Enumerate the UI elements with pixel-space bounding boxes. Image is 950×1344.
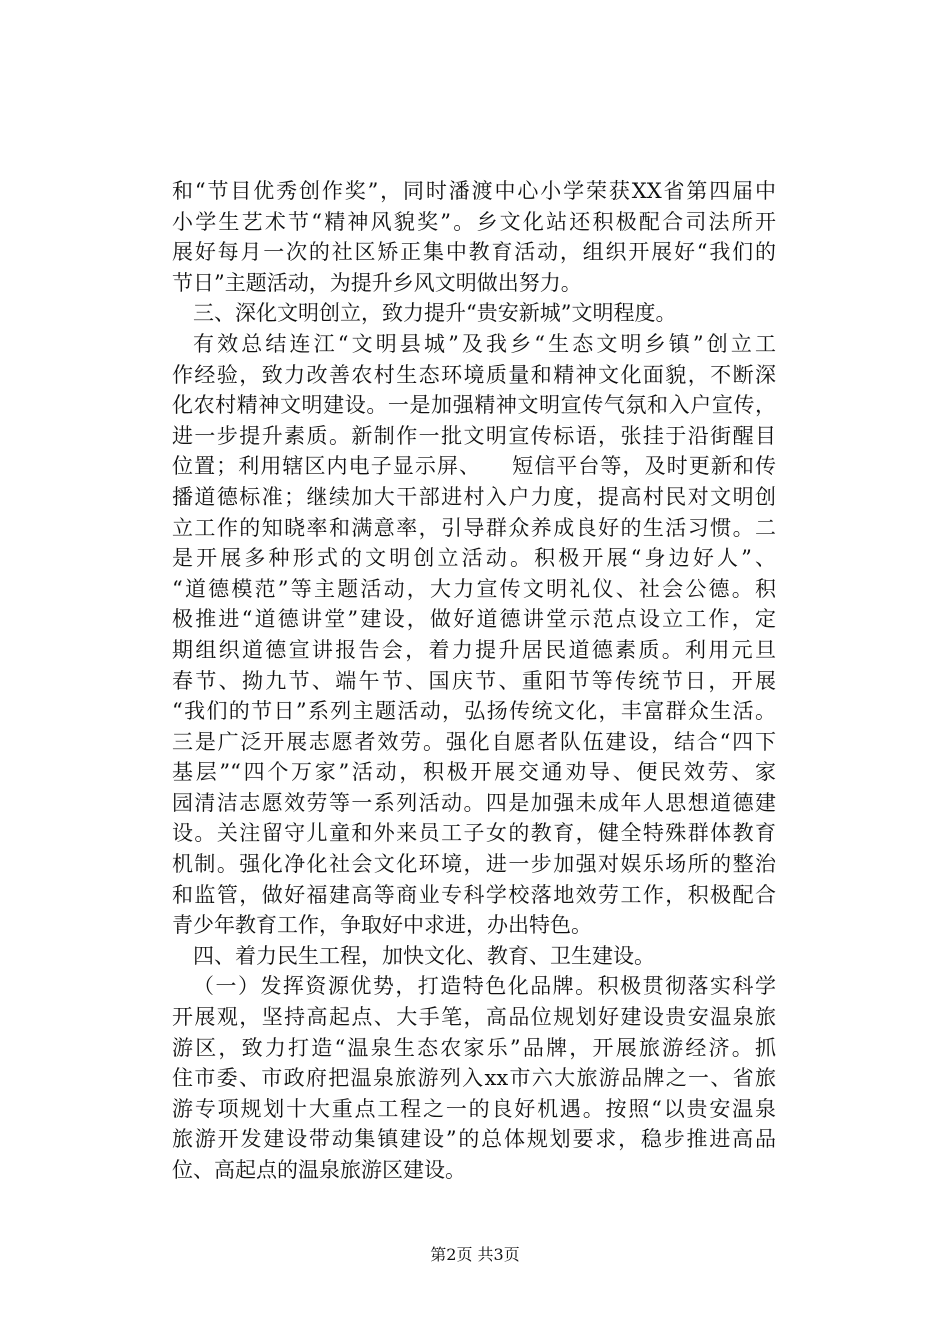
text-line: 游专项规划十大重点工程之一的良好机遇。按照“以贵安温泉 bbox=[172, 1096, 776, 1121]
text-line: 化农村精神文明建设。一是加强精神文明宣传气氛和入户宣传， bbox=[172, 393, 776, 418]
document-body bbox=[172, 176, 776, 1186]
text-line: 极推进“道德讲堂”建设，做好道德讲堂示范点设立工作，定 bbox=[172, 607, 776, 632]
text-line: 三、深化文明创立，致力提升“贵安新城”文明程度。 bbox=[193, 301, 677, 326]
text-line: 和“节目优秀创作奖”，同时潘渡中心小学荣获XX省第四届中 bbox=[172, 179, 776, 203]
text-line: 播道德标准；继续加大干部进村入户力度，提高村民对文明创 bbox=[172, 484, 776, 509]
text-line: 住市委、市政府把温泉旅游列入xx市六大旅游品牌之一、省旅 bbox=[172, 1066, 776, 1091]
text-line: “我们的节日”系列主题活动，弘扬传统文化，丰富群众生活。 bbox=[172, 699, 776, 724]
text-line: 开展观，坚持高起点、大手笔，高品位规划好建设贵安温泉旅 bbox=[172, 1005, 776, 1030]
text-line: 旅游开发建设带动集镇建设”的总体规划要求，稳步推进高品 bbox=[172, 1127, 776, 1152]
text-line: 位、高起点的温泉旅游区建设。 bbox=[172, 1158, 466, 1182]
text-line: （一）发挥资源优势，打造特色化品牌。积极贯彻落实科学 bbox=[193, 974, 776, 999]
text-line: 位置；利用辖区内电子显示屏、 短信平台等，及时更新和传 bbox=[172, 454, 776, 479]
text-line: “道德模范”等主题活动，大力宣传文明礼仪、社会公德。积 bbox=[172, 576, 776, 601]
text-line: 期组织道德宣讲报告会，着力提升居民道德素质。利用元旦 bbox=[172, 637, 776, 662]
text-line: 展好每月一次的社区矫正集中教育活动，组织开展好“我们的 bbox=[172, 240, 776, 265]
page-footer: 第2页 共3页 bbox=[430, 1245, 520, 1264]
text-line: 基层”“四个万家”活动，积极开展交通劝导、便民效劳、家 bbox=[172, 760, 776, 785]
text-line: 机制。强化净化社会文化环境，进一步加强对娱乐场所的整治 bbox=[172, 852, 776, 877]
text-line: 有效总结连江“文明县城”及我乡“生态文明乡镇”创立工 bbox=[193, 331, 776, 356]
text-line: 进一步提升素质。新制作一批文明宣传标语，张挂于沿街醒目 bbox=[172, 423, 776, 448]
text-line: 青少年教育工作，争取好中求进，办出特色。 bbox=[172, 913, 592, 938]
text-line: 节日”主题活动，为提升乡风文明做出努力。 bbox=[172, 270, 582, 295]
text-line: 是开展多种形式的文明创立活动。积极开展“身边好人”、 bbox=[172, 546, 776, 571]
text-line: 立工作的知晓率和满意率，引导群众养成良好的生活习惯。二 bbox=[172, 515, 776, 540]
text-line: 春节、拗九节、端午节、国庆节、重阳节等传统节日，开展 bbox=[172, 668, 776, 693]
text-line: 游区，致力打造“温泉生态农家乐”品牌，开展旅游经济。抓 bbox=[172, 1035, 776, 1060]
text-line: 园清洁志愿效劳等一系列活动。四是加强未成年人思想道德建 bbox=[172, 790, 776, 815]
text-line: 四、着力民生工程，加快文化、教育、卫生建设。 bbox=[193, 943, 655, 968]
text-line: 作经验，致力改善农村生态环境质量和精神文化面貌，不断深 bbox=[172, 362, 776, 387]
text-line: 设。关注留守儿童和外来员工子女的教育，健全特殊群体教育 bbox=[172, 821, 776, 846]
text-line: 和监管，做好福建高等商业专科学校落地效劳工作，积极配合 bbox=[172, 882, 776, 907]
text-line: 三是广泛开展志愿者效劳。强化自愿者队伍建设，结合“四下 bbox=[172, 729, 776, 754]
text-line: 小学生艺术节“精神风貌奖”。乡文化站还积极配合司法所开 bbox=[172, 209, 776, 234]
